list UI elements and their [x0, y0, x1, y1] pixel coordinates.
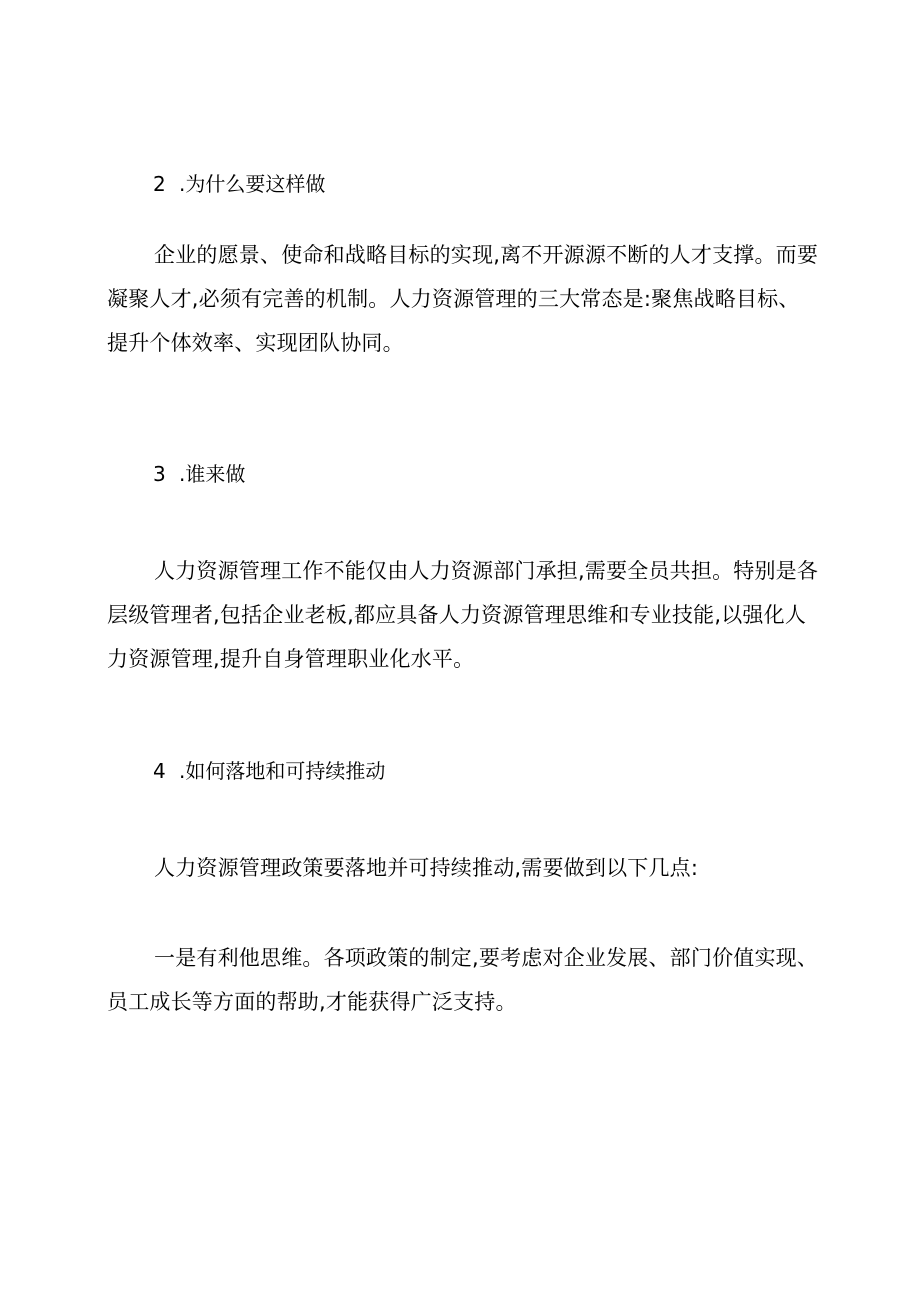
section-heading-4: [153, 757, 385, 785]
section-title: .为什么要这样做: [179, 172, 326, 196]
section-paragraph: 企业的愿景、使命和战略目标的实现,离不开源源不断的人才支撑。而要凝聚人才,必须有完善的机制。人力资源管理的三大常态是:聚焦战略目标、提升个体效率、实现团队协同。: [107, 243, 819, 355]
section-title: .谁来做: [179, 462, 246, 486]
section-heading-2: [153, 170, 325, 198]
section-heading-3: [153, 460, 245, 488]
section-paragraph: 一是有利他思维。各项政策的制定,要考虑对企业发展、部门价值实现、员工成长等方面的帮助,才能获得广泛支持。: [107, 946, 819, 1014]
section-number: 4: [153, 759, 166, 783]
section-paragraph: 人力资源管理工作不能仅由人力资源部门承担,需要全员共担。特别是各层级管理者,包括企业老板,都应具备人力资源管理思维和专业技能,以强化人力资源管理,提升自身管理职业化水平。: [107, 559, 819, 671]
section-title: .如何落地和可持续推动: [179, 759, 386, 783]
section-paragraph: 人力资源管理政策要落地并可持续推动,需要做到以下几点:: [154, 856, 699, 880]
section-number: 2: [153, 172, 166, 196]
section-number: 3: [153, 462, 166, 486]
